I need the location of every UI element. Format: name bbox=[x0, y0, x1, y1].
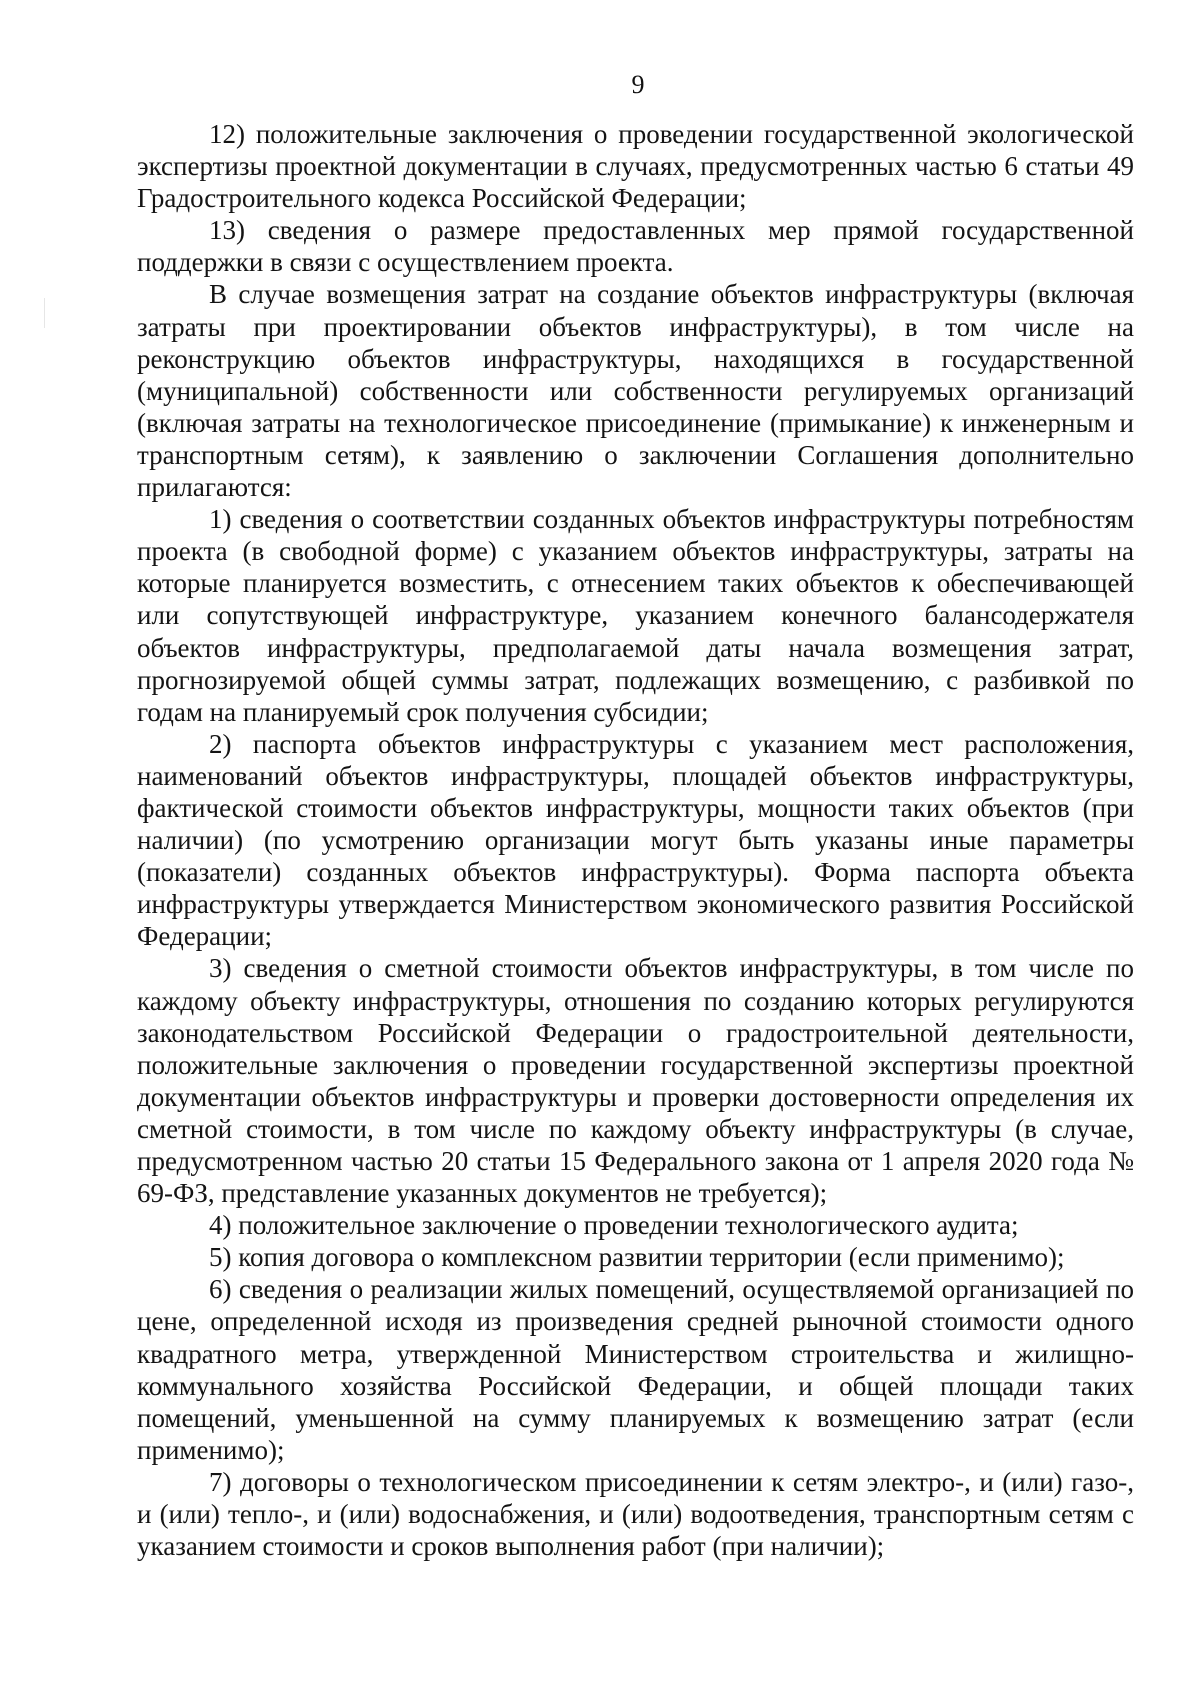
page-number: 9 bbox=[631, 70, 645, 99]
paragraph-item-1: 1) сведения о соответствии созданных объектов инфраструктуры потребностям проекта (в свободной форме) с указанием объектов инфраструктуры, затраты на которые планируется возместить, с отнесением таких объектов к обеспечивающей или сопутствующей инфраструктуре, указанием конечного балансодержателя объектов инфраструктуры, предполагаемой даты начала возмещения затрат, прогнозируемой общей суммы затрат, подлежащих возмещению, с разбивкой по годам на планируемый срок получения субсидии; bbox=[137, 504, 1134, 727]
paragraph-item-6: 6) сведения о реализации жилых помещений, осуществляемой организацией по цене, определенной исходя из произведения средней рыночной стоимости одного квадратного метра, утвержденной Министерством строительства и жилищно-коммунального хозяйства Российской Федерации, и общей площади таких помещений, уменьшенной на сумму планируемых к возмещению затрат (если применимо); bbox=[137, 1274, 1134, 1465]
paragraph-item-7: 7) договоры о технологическом присоединении к сетям электро-, и (или) газо-, и (или) тепло-, и (или) водоснабжения, и (или) водоотведения, транспортным сетям с указанием стоимости и сроков выполнения работ (при наличии); bbox=[137, 1466, 1134, 1562]
paragraph-item-12: 12) положительные заключения о проведении государственной экологической экспертизы проектной документации в случаях, предусмотренных частью 6 статьи 49 Градостроительного кодекса Российской Федерации; bbox=[137, 119, 1134, 214]
paragraph-item-13: 13) сведения о размере предоставленных мер прямой государственной поддержки в связи с осуществлением проекта. bbox=[137, 215, 1134, 278]
paragraph-item-3: 3) сведения о сметной стоимости объектов инфраструктуры, в том числе по каждому объекту инфраструктуры, отношения по созданию которых регулируются законодательством Российской Федерации о градостроительной деятельности, положительные заключения о проведении государственной экспертизы проектной документации объектов инфраструктуры и проверки достоверности определения их сметной стоимости, в том числе по каждому объекту инфраструктуры (в случае, предусмотренном частью 20 статьи 15 Федерального закона от 1 апреля 2020 года № 69-ФЗ, представление указанных документов не требуется); bbox=[137, 953, 1134, 1209]
paragraph-item-4: 4) положительное заключение о проведении технологического аудита; bbox=[209, 1210, 1019, 1241]
paragraph-reimbursement-intro: В случае возмещения затрат на создание объектов инфраструктуры (включая затраты при проектировании объектов инфраструктуры), в том числе на реконструкцию объектов инфраструктуры, находящихся в государственной (муниципальной) собственности или собственности регулируемых организаций (включая затраты на технологическое присоединение (примыкание) к инженерным и транспортным сетям), к заявлению о заключении Соглашения дополнительно прилагаются: bbox=[137, 279, 1134, 503]
document-body bbox=[137, 118, 1134, 1562]
paragraph-item-2: 2) паспорта объектов инфраструктуры с указанием мест расположения, наименований объектов инфраструктуры, площадей объектов инфраструктуры, фактической стоимости объектов инфраструктуры, мощности таких объектов (при наличии) (по усмотрению организации могут быть указаны иные параметры (показатели) созданных объектов инфраструктуры). Форма паспорта объекта инфраструктуры утверждается Министерством экономического развития Российской Федерации; bbox=[137, 728, 1134, 952]
paragraph-item-5: 5) копия договора о комплексном развитии территории (если применимо); bbox=[209, 1242, 1065, 1273]
scan-margin-mark bbox=[44, 298, 45, 328]
